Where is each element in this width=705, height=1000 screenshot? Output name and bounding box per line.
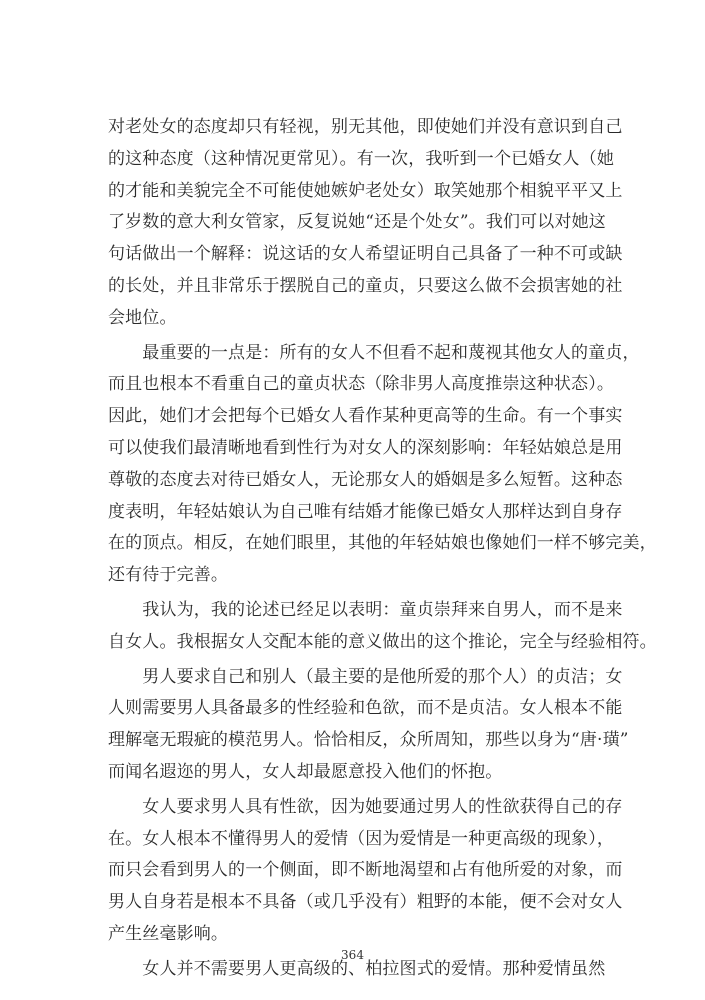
text-line: 女人要求男人具有性欲，因为她要通过男人的性欲获得自己的存: [108, 796, 623, 817]
body-text: [108, 112, 657, 986]
text-line: 对老处女的态度却只有轻视，别无其他，即使她们并没有意识到自己: [108, 117, 623, 137]
text-line: 的长处，并且非常乐于摆脱自己的童贞，只要这么做不会损害她的社: [108, 275, 623, 296]
text-line: 男人要求自己和别人（最主要的是他所爱的那个人）的贞洁；女: [108, 666, 623, 687]
text-line: 句话做出一个解释：说这话的女人希望证明自己具备了一种不可或缺: [108, 244, 623, 265]
text-line: 度表明，年轻姑娘认为自己唯有结婚才能像已婚女人那样达到自身存: [108, 501, 623, 522]
paragraph: [108, 338, 657, 592]
paragraph: [108, 662, 629, 789]
text-line: 人则需要男人具备最多的性经验和色欲，而不是贞洁。女人根本不能: [108, 698, 623, 719]
text-line: 而闻名遐迩的男人，女人却最愿意投入他们的怀抱。: [108, 761, 503, 782]
text-line: 理解毫无瑕疵的模范男人。恰恰相反，众所周知，那些以身为“唐·璜”: [108, 730, 629, 751]
paragraph: [108, 595, 657, 659]
text-line: 而且也根本不看重自己的童贞状态（除非男人高度推崇这种状态）。: [108, 374, 614, 395]
text-line: 男人自身若是根本不具备（或几乎没有）粗野的本能，便不会对女人: [108, 892, 623, 913]
text-line: 可以使我们最清晰地看到性行为对女人的深刻影响：年轻姑娘总是用: [108, 437, 623, 458]
text-line: 而只会看到男人的一个侧面，即不断地渴望和占有他所爱的对象，而: [108, 860, 623, 881]
text-line: 因此，她们才会把每个已婚女人看作某种更高等的生命。有一个事实: [108, 406, 623, 427]
text-line: 会地位。: [108, 307, 177, 328]
text-line: 在。女人根本不懂得男人的爱情（因为爱情是一种更高级的现象），: [108, 828, 614, 849]
text-line: 我认为，我的论述已经足以表明：童贞崇拜来自男人，而不是来: [108, 599, 623, 620]
text-line: 最重要的一点是：所有的女人不但看不起和蔑视其他女人的童贞，: [108, 342, 640, 363]
text-line: 女人并不需要男人更高级的、柏拉图式的爱情。那种爱情虽然: [108, 958, 606, 979]
text-line: 自女人。我根据女人交配本能的意义做出的这个推论，完全与经验相符。: [108, 631, 657, 652]
text-line: 产生丝毫影响。: [108, 923, 229, 944]
text-line: 尊敬的态度去对待已婚女人，无论那女人的婚姻是多么短暂。这种态: [108, 469, 623, 490]
paragraph: [108, 112, 623, 335]
text-line: 在的顶点。相反，在她们眼里，其他的年轻姑娘也像她们一样不够完美，: [108, 533, 657, 554]
text-line: 的才能和美貌完全不可能使她嫉妒老处女）取笑她那个相貌平平又上: [108, 180, 623, 201]
page-number: 364: [341, 948, 364, 962]
text-line: 还有待于完善。: [108, 565, 229, 586]
text-line: 的这种态度（这种情况更常见）。有一次，我听到一个已婚女人（她: [108, 148, 614, 169]
paragraph: [108, 792, 623, 951]
text-line: 了岁数的意大利女管家，反复说她“还是个处女”。我们可以对她这: [108, 212, 606, 233]
